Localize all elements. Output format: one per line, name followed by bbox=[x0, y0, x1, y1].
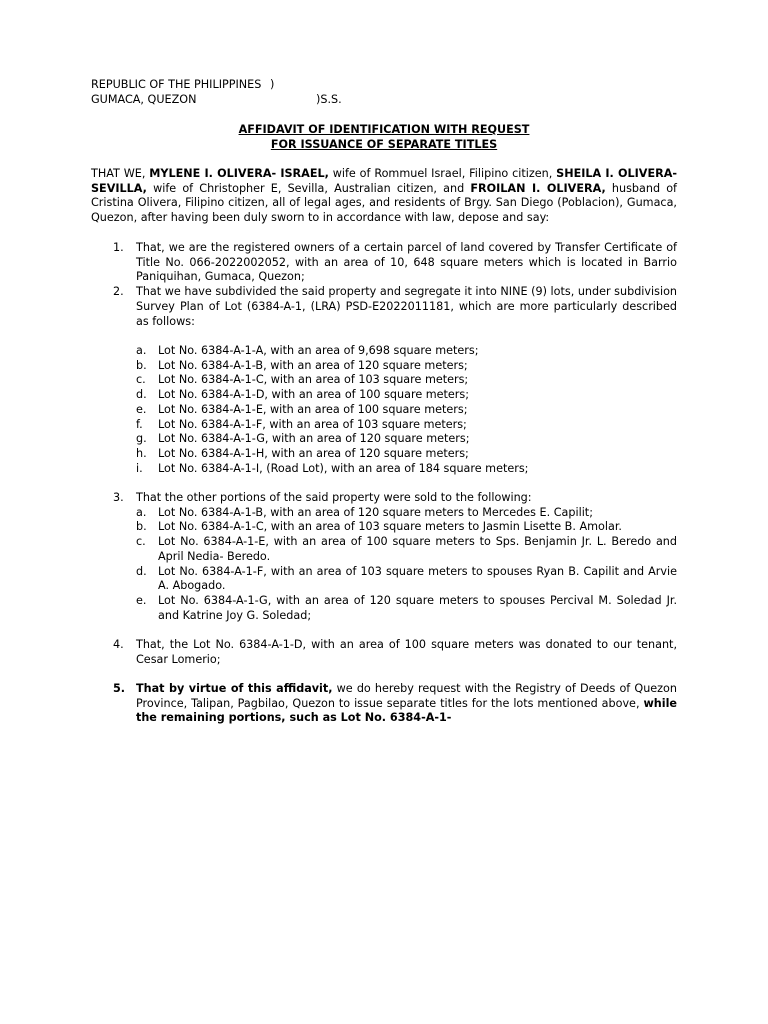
sub-text: Lot No. 6384-A-1-A, with an area of 9,698 square meters; bbox=[158, 344, 479, 357]
list-item-3 bbox=[91, 491, 677, 506]
list-item-text: That, the Lot No. 6384-A-1-D, with an area of 100 square meters was donated to our tenant, Cesar Lomerio; bbox=[136, 638, 677, 666]
list-item bbox=[91, 432, 677, 447]
sub-letter: a. bbox=[136, 344, 147, 357]
intro-text: THAT WE, bbox=[91, 167, 150, 180]
affiant-name-2: SHEILA I. OLIVERA-SEVILLA, bbox=[91, 167, 678, 195]
sub-text: Lot No. 6384-A-1-F, with an area of 103 square meters; bbox=[158, 417, 467, 431]
list-item-text: That the other portions of the said property were sold to the following: bbox=[136, 491, 532, 504]
sub-text: Lot No. 6384-A-1-E, with an area of 100 square meters to Sps. Benjamin Jr. L. Beredo and April Nedia- Beredo. bbox=[158, 535, 677, 563]
sub-letter: e. bbox=[136, 402, 147, 416]
venue-paren-1: ) bbox=[270, 78, 275, 91]
numbered-list-part-4 bbox=[91, 682, 677, 726]
sub-letter: i. bbox=[136, 461, 143, 475]
sub-letter: b. bbox=[136, 358, 147, 372]
intro-paragraph bbox=[91, 167, 677, 226]
sub-letter: g. bbox=[136, 432, 147, 446]
sub-text: Lot No. 6384-A-1-I, (Road Lot), with an area of 184 square meters; bbox=[158, 461, 529, 475]
numbered-list-part-3 bbox=[91, 638, 677, 667]
venue-province: GUMACA, QUEZON bbox=[91, 93, 197, 106]
venue-country: REPUBLIC OF THE PHILIPPINES bbox=[91, 78, 262, 91]
sub-letter: d. bbox=[136, 564, 147, 578]
list-item bbox=[91, 403, 677, 418]
numbered-list-part-1 bbox=[91, 241, 677, 329]
list-item-text: That, we are the registered owners of a certain parcel of land covered by Transfer Certificate of Title No. 066-2022002052, with an area of 10, 648 square meters which is located in Barrio Paniquihan, Gumaca, Quezon; bbox=[136, 241, 677, 284]
document-title-line-1: AFFIDAVIT OF IDENTIFICATION WITH REQUEST bbox=[238, 123, 530, 136]
list-item bbox=[91, 359, 677, 374]
sub-text: Lot No. 6384-A-1-F, with an area of 103 square meters to spouses Ryan B. Capilit and Arvie A. Abogado. bbox=[158, 564, 677, 593]
sub-text: Lot No. 6384-A-1-B, with an area of 120 square meters; bbox=[158, 358, 468, 372]
intro-text: wife of Rommuel Israel, Filipino citizen, bbox=[328, 167, 557, 180]
list-number: 4. bbox=[113, 638, 124, 651]
list-item bbox=[91, 462, 677, 477]
list-item bbox=[91, 506, 677, 521]
sub-letter: b. bbox=[136, 520, 147, 534]
sub-letter: a. bbox=[136, 505, 147, 519]
lot-list bbox=[91, 344, 677, 476]
affiant-name-1: MYLENE I. OLIVERA- ISRAEL, bbox=[149, 167, 329, 180]
sub-text: Lot No. 6384-A-1-C, with an area of 103 square meters to Jasmin Lisette B. Amolar. bbox=[158, 520, 622, 534]
venue-line-1 bbox=[91, 78, 275, 93]
sub-letter: d. bbox=[136, 388, 147, 402]
list-number: 3. bbox=[113, 491, 124, 504]
list-number: 5. bbox=[113, 682, 126, 695]
list-item-bold-text: while the remaining portions, such as Lot No. 6384-A-1- bbox=[136, 696, 677, 725]
sub-text: Lot No. 6384-A-1-H, with an area of 120 square meters; bbox=[158, 446, 469, 460]
list-number: 2. bbox=[113, 285, 124, 299]
list-item-1 bbox=[91, 241, 677, 285]
list-item-text: That we have subdivided the said property and segregate it into NINE (9) lots, under subdivision Survey Plan of Lot (6384-A-1, (LRA) PSD-E2022011181, which are more particularly described as follows: bbox=[136, 285, 677, 328]
sub-text: Lot No. 6384-A-1-B, with an area of 120 square meters to Mercedes E. Capilit; bbox=[158, 505, 593, 519]
sub-text: Lot No. 6384-A-1-D, with an area of 100 square meters; bbox=[158, 388, 470, 402]
venue-ss: )S.S. bbox=[316, 93, 342, 106]
intro-text: wife of Christopher E, Sevilla, Australian citizen, and bbox=[146, 181, 471, 195]
list-item bbox=[91, 520, 677, 535]
list-item bbox=[91, 565, 677, 594]
document-title-line-2: FOR ISSUANCE OF SEPARATE TITLES bbox=[270, 138, 498, 151]
affiant-name-3: FROILAN I. OLIVERA, bbox=[470, 181, 606, 195]
list-item bbox=[91, 535, 677, 564]
list-item-2 bbox=[91, 285, 677, 329]
list-item bbox=[91, 373, 677, 388]
list-item bbox=[91, 418, 677, 433]
list-item-text: we do hereby request with the Registry of Deeds of Quezon Province, Talipan, Pagbilao, Quezon to issue separate titles for the lots mentioned above, bbox=[136, 682, 677, 710]
list-item-5 bbox=[91, 682, 677, 726]
list-item bbox=[91, 594, 677, 623]
sub-text: Lot No. 6384-A-1-C, with an area of 103 square meters; bbox=[158, 373, 469, 387]
sub-text: Lot No. 6384-A-1-E, with an area of 100 square meters; bbox=[158, 402, 468, 416]
list-item bbox=[91, 344, 677, 359]
sub-text: Lot No. 6384-A-1-G, with an area of 120 square meters; bbox=[158, 432, 470, 446]
list-item-4 bbox=[91, 638, 677, 667]
list-item bbox=[91, 447, 677, 462]
venue-line-2 bbox=[91, 93, 342, 108]
sub-letter: h. bbox=[136, 446, 147, 460]
sub-letter: f. bbox=[136, 417, 143, 431]
list-item-bold-text: That by virtue of this affidavit, bbox=[136, 682, 333, 695]
sub-letter: c. bbox=[136, 535, 146, 549]
list-number: 1. bbox=[113, 241, 124, 254]
sub-letter: e. bbox=[136, 593, 147, 607]
intro-text: husband of Cristina Olivera, Filipino citizen, all of legal ages, and residents of Brgy. San Diego (Poblacion), Gumaca, Quezon, after having been duly sworn to in accordance with law, depose and say: bbox=[91, 181, 677, 225]
sub-letter: c. bbox=[136, 373, 146, 387]
numbered-list-part-2 bbox=[91, 491, 677, 623]
list-item bbox=[91, 388, 677, 403]
sub-text: Lot No. 6384-A-1-G, with an area of 120 square meters to spouses Percival M. Soledad Jr. and Katrine Joy G. Soledad; bbox=[158, 593, 677, 622]
